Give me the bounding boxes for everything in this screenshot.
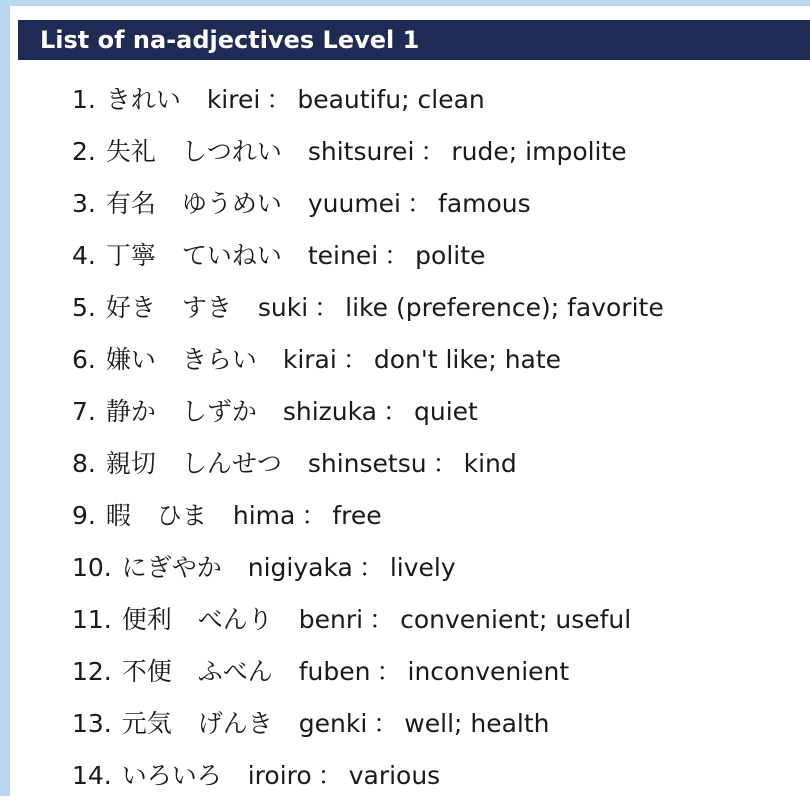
item-separator: ： xyxy=(358,553,384,582)
section-header xyxy=(18,20,810,60)
item-romaji: shizuka xyxy=(282,397,377,426)
item-separator: ： xyxy=(373,709,399,738)
item-kana: しずか xyxy=(181,397,257,426)
item-separator: ： xyxy=(384,241,410,270)
item-meaning: like (preference); favorite xyxy=(345,293,664,322)
item-kanji: いろいろ xyxy=(121,761,222,790)
item-kana: しんせつ xyxy=(181,449,282,478)
list-item xyxy=(72,698,664,750)
item-kanji: 失礼 xyxy=(105,137,156,166)
list-item xyxy=(72,438,664,490)
item-kana: しつれい xyxy=(181,137,282,166)
item-romaji: kirei xyxy=(206,85,261,114)
item-number: 12. xyxy=(72,657,112,686)
item-number: 14. xyxy=(72,761,112,790)
list-item xyxy=(72,282,664,334)
item-separator: ： xyxy=(266,85,292,114)
item-romaji: fuben xyxy=(298,657,371,686)
item-romaji: suki xyxy=(257,293,309,322)
item-separator: ： xyxy=(432,449,458,478)
item-kanji: 元気 xyxy=(121,709,172,738)
item-kana: げんき xyxy=(197,709,273,738)
item-kana: ひま xyxy=(156,501,207,530)
item-meaning: convenient; useful xyxy=(400,605,632,634)
item-kanji: 不便 xyxy=(121,657,172,686)
item-kana: ゆうめい xyxy=(181,189,282,218)
item-kana: すき xyxy=(181,293,232,322)
item-number: 6. xyxy=(72,345,96,374)
item-romaji: kirai xyxy=(282,345,337,374)
list-item xyxy=(72,594,664,646)
item-kanji: 便利 xyxy=(121,605,172,634)
item-meaning: free xyxy=(332,501,382,530)
item-meaning: famous xyxy=(438,189,531,218)
item-separator: ： xyxy=(407,189,433,218)
item-separator: ： xyxy=(369,605,395,634)
item-romaji: shinsetsu xyxy=(307,449,427,478)
list-item xyxy=(72,386,664,438)
item-romaji: shitsurei xyxy=(307,137,415,166)
vocabulary-list xyxy=(72,74,664,802)
list-item xyxy=(72,230,664,282)
list-item xyxy=(72,490,664,542)
item-meaning: well; health xyxy=(404,709,550,738)
list-item xyxy=(72,542,664,594)
item-meaning: lively xyxy=(389,553,456,582)
item-number: 1. xyxy=(72,85,96,114)
item-kanji: きれい xyxy=(105,85,181,114)
item-number: 2. xyxy=(72,137,96,166)
item-kana: ふべん xyxy=(197,657,273,686)
item-romaji: iroiro xyxy=(247,761,312,790)
item-number: 5. xyxy=(72,293,96,322)
item-romaji: hima xyxy=(232,501,296,530)
item-meaning: kind xyxy=(463,449,517,478)
section-title: List of na-adjectives Level 1 xyxy=(40,26,420,54)
item-meaning: quiet xyxy=(414,397,478,426)
item-number: 10. xyxy=(72,553,112,582)
item-kanji: 静か xyxy=(105,397,156,426)
item-number: 9. xyxy=(72,501,96,530)
list-item xyxy=(72,750,664,802)
item-kana: ていねい xyxy=(181,241,282,270)
item-number: 3. xyxy=(72,189,96,218)
item-separator: ： xyxy=(420,137,446,166)
list-item xyxy=(72,334,664,386)
item-kana: きらい xyxy=(181,345,257,374)
item-separator: ： xyxy=(382,397,408,426)
item-kanji: 丁寧 xyxy=(105,241,156,270)
item-kanji: 有名 xyxy=(105,189,156,218)
item-meaning: don't like; hate xyxy=(373,345,562,374)
item-meaning: rude; impolite xyxy=(451,137,627,166)
item-separator: ： xyxy=(314,293,340,322)
item-meaning: inconvenient xyxy=(407,657,570,686)
item-number: 11. xyxy=(72,605,112,634)
item-romaji: nigiyaka xyxy=(247,553,353,582)
item-separator: ： xyxy=(376,657,402,686)
list-item xyxy=(72,126,664,178)
item-romaji: benri xyxy=(298,605,364,634)
item-kanji: 親切 xyxy=(105,449,156,478)
item-romaji: genki xyxy=(298,709,368,738)
item-meaning: various xyxy=(348,761,441,790)
item-kanji: にぎやか xyxy=(121,553,222,582)
item-romaji: teinei xyxy=(307,241,379,270)
item-kanji: 嫌い xyxy=(105,345,156,374)
list-item xyxy=(72,74,664,126)
item-separator: ： xyxy=(317,761,343,790)
item-meaning: beautifu; clean xyxy=(297,85,485,114)
item-number: 13. xyxy=(72,709,112,738)
list-item xyxy=(72,646,664,698)
item-meaning: polite xyxy=(415,241,486,270)
item-number: 7. xyxy=(72,397,96,426)
item-separator: ： xyxy=(301,501,327,530)
item-kana: べんり xyxy=(197,605,273,634)
item-kanji: 暇 xyxy=(105,501,131,530)
item-romaji: yuumei xyxy=(307,189,402,218)
item-kanji: 好き xyxy=(105,293,156,322)
list-item xyxy=(72,178,664,230)
item-separator: ： xyxy=(342,345,368,374)
item-number: 4. xyxy=(72,241,96,270)
item-number: 8. xyxy=(72,449,96,478)
